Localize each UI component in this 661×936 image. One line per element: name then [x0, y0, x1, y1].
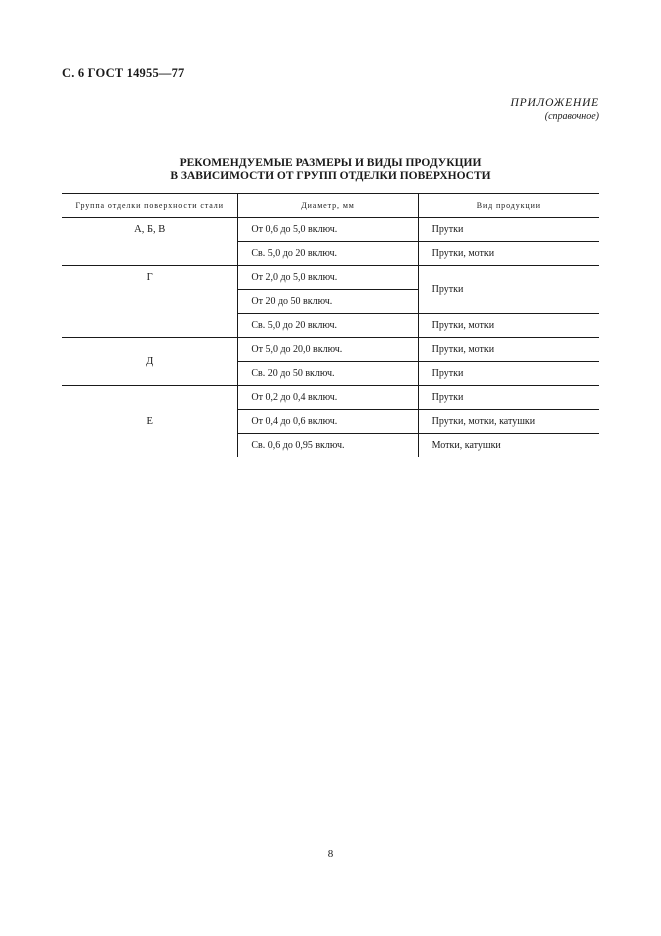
sizes-table: [62, 193, 599, 457]
appendix-note: [511, 97, 599, 123]
appendix-label: ПРИЛОЖЕНИЕ: [510, 97, 599, 109]
diameter-cell: От 2,0 до 5,0 включ.: [238, 266, 418, 290]
product-cell: Прутки, мотки, катушки: [418, 410, 599, 434]
column-header-group: Группа отделки поверхности стали: [62, 194, 238, 218]
table-title-line-2: В ЗАВИСИМОСТИ ОТ ГРУПП ОТДЕЛКИ ПОВЕРХНОСТИ: [170, 170, 491, 182]
diameter-cell: Св. 5,0 до 20 включ.: [238, 242, 418, 266]
product-cell: Прутки, мотки: [418, 242, 599, 266]
product-cell: Мотки, катушки: [418, 434, 599, 458]
group-cell: Е: [146, 416, 153, 427]
page-number: 8: [327, 848, 334, 860]
diameter-cell: От 20 до 50 включ.: [238, 290, 418, 314]
table-header-row: [62, 194, 599, 218]
group-cell: Д: [62, 338, 238, 386]
group-cell: А, Б, В: [62, 218, 238, 266]
table-row: [62, 218, 599, 242]
diameter-cell: От 5,0 до 20,0 включ.: [238, 338, 418, 362]
diameter-cell: От 0,4 до 0,6 включ.: [238, 410, 418, 434]
product-cell: Прутки, мотки: [418, 338, 599, 362]
appendix-type: (справочное): [544, 111, 599, 122]
column-header-diameter: Диаметр, мм: [238, 194, 418, 218]
table-row: [62, 386, 599, 410]
table-title: [0, 157, 661, 183]
table-row: [62, 338, 599, 362]
diameter-cell: Св. 20 до 50 включ.: [238, 362, 418, 386]
diameter-cell: От 0,2 до 0,4 включ.: [238, 386, 418, 410]
column-header-product: Вид продукции: [418, 194, 599, 218]
product-cell: Прутки: [418, 386, 599, 410]
group-cell: Г: [62, 266, 238, 338]
table-row: [62, 266, 599, 290]
product-cell: Прутки, мотки: [418, 314, 599, 338]
diameter-cell: От 0,6 до 5,0 включ.: [238, 218, 418, 242]
product-cell: Прутки: [418, 218, 599, 242]
product-cell: Прутки: [418, 266, 599, 314]
page-header: С. 6 ГОСТ 14955—77: [62, 66, 185, 80]
table-title-line-1: РЕКОМЕНДУЕМЫЕ РАЗМЕРЫ И ВИДЫ ПРОДУКЦИИ: [179, 157, 482, 169]
product-cell: Прутки: [418, 362, 599, 386]
diameter-cell: Св. 0,6 до 0,95 включ.: [238, 434, 418, 458]
diameter-cell: Св. 5,0 до 20 включ.: [238, 314, 418, 338]
